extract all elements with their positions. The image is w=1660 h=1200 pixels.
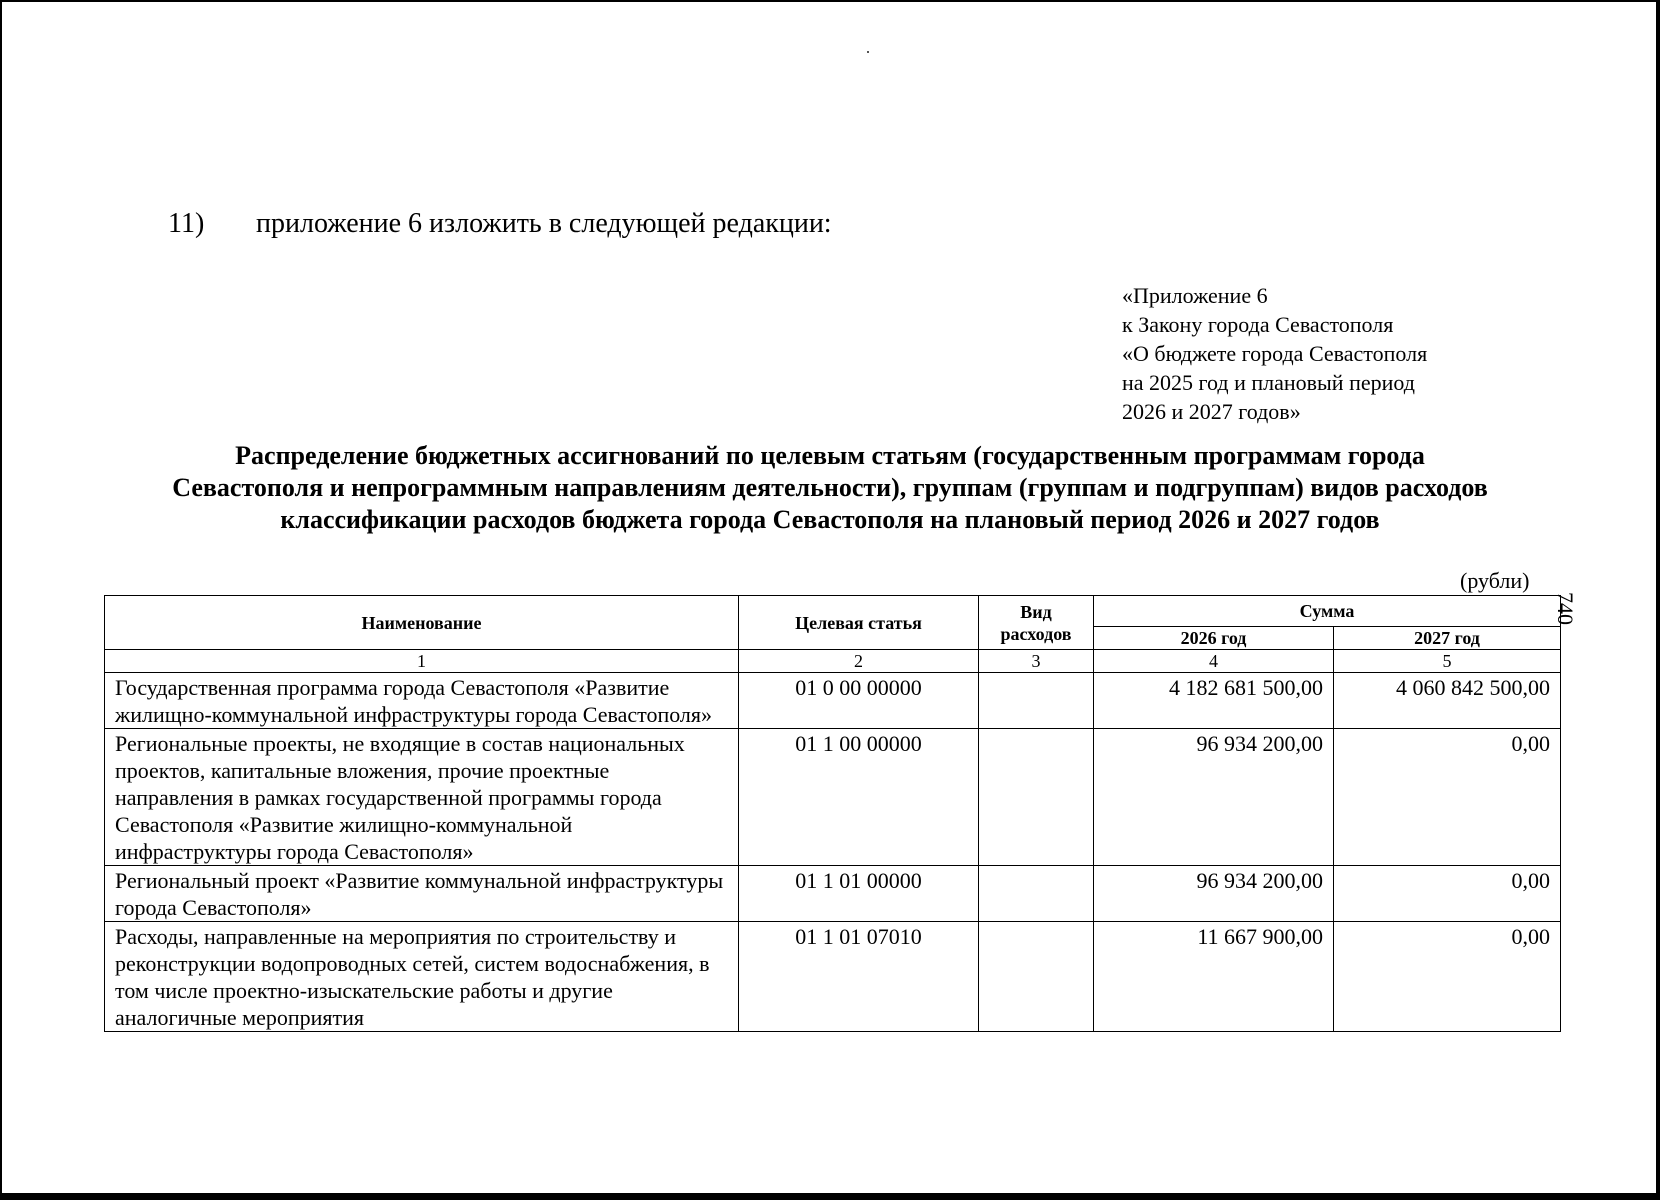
appendix-line: к Закону города Севастополя (1122, 312, 1394, 337)
row-sum-2026: 4 182 681 500,00 (1094, 673, 1334, 729)
column-number: 3 (979, 650, 1094, 673)
column-number: 2 (739, 650, 979, 673)
budget-table (104, 595, 1561, 1032)
amendment-item (168, 208, 832, 240)
column-number: 4 (1094, 650, 1334, 673)
row-code: 01 1 01 07010 (739, 922, 979, 1032)
row-sum-2026: 96 934 200,00 (1094, 866, 1334, 922)
appendix-line: «Приложение 6 (1122, 283, 1268, 308)
header-year-2026: 2026 год (1094, 627, 1334, 650)
title-line: Севастополя и непрограммным направлениям деятельности), группам (группам и подгруппам) видов расходов (172, 473, 1488, 502)
row-sum-2026: 11 667 900,00 (1094, 922, 1334, 1032)
row-type (979, 922, 1094, 1032)
title-line: Распределение бюджетных ассигнований по целевым статьям (государственным программам города (235, 441, 1425, 470)
table-row (105, 922, 1561, 1032)
table-row (105, 729, 1561, 866)
table-row (105, 673, 1561, 729)
scan-border-left (0, 0, 2, 1200)
header-sum: Сумма (1094, 596, 1561, 627)
row-sum-2026: 96 934 200,00 (1094, 729, 1334, 866)
column-number: 1 (105, 650, 739, 673)
row-name: Региональный проект «Развитие коммунальной инфраструктуры города Севастополя» (105, 866, 739, 922)
header-expense-type: Вид расходов (979, 596, 1094, 650)
row-type (979, 673, 1094, 729)
header-target-article: Целевая статья (739, 596, 979, 650)
scan-border-right (1656, 0, 1660, 1200)
column-number: 5 (1334, 650, 1561, 673)
row-sum-2027: 0,00 (1334, 729, 1561, 866)
header-name: Наименование (105, 596, 739, 650)
row-name: Государственная программа города Севастополя «Развитие жилищно-коммунальной инфраструктуры города Севастополя» (105, 673, 739, 729)
row-code: 01 0 00 00000 (739, 673, 979, 729)
appendix-line: «О бюджете города Севастополя (1122, 341, 1428, 366)
title-line: классификации расходов бюджета города Севастополя на плановый период 2026 и 2027 годов (280, 505, 1380, 534)
header-row (105, 596, 1561, 627)
row-name: Расходы, направленные на мероприятия по строительству и реконструкции водопроводных сетей, систем водоснабжения, в том числе проектно-изыскательские работы и другие аналогичные мероприятия (105, 922, 739, 1032)
row-sum-2027: 4 060 842 500,00 (1334, 673, 1561, 729)
row-code: 01 1 01 00000 (739, 866, 979, 922)
appendix-line: на 2025 год и плановый период (1122, 370, 1415, 395)
table-row (105, 866, 1561, 922)
row-sum-2027: 0,00 (1334, 922, 1561, 1032)
scan-border-top (0, 0, 1660, 2)
units-label: (рубли) (1460, 568, 1530, 593)
scan-speck (867, 51, 869, 53)
header-year-2027: 2027 год (1334, 627, 1561, 650)
item-text: приложение 6 изложить в следующей редакции: (256, 208, 832, 239)
scan-border-bottom (0, 1193, 1660, 1200)
row-name: Региональные проекты, не входящие в состав национальных проектов, капитальные вложения, прочие проектные направления в рамках государственной программы города Севастополя «Развитие жилищно-коммунальной инфраструктуры города Севастополя» (105, 729, 739, 866)
row-sum-2027: 0,00 (1334, 866, 1561, 922)
document-title (90, 440, 1570, 536)
appendix-reference (1122, 281, 1427, 426)
row-code: 01 1 00 00000 (739, 729, 979, 866)
appendix-line: 2026 и 2027 годов» (1122, 399, 1301, 424)
page-number: 740 (1553, 592, 1578, 625)
row-type (979, 729, 1094, 866)
row-type (979, 866, 1094, 922)
item-number: 11) (168, 208, 205, 239)
column-number-row (105, 650, 1561, 673)
